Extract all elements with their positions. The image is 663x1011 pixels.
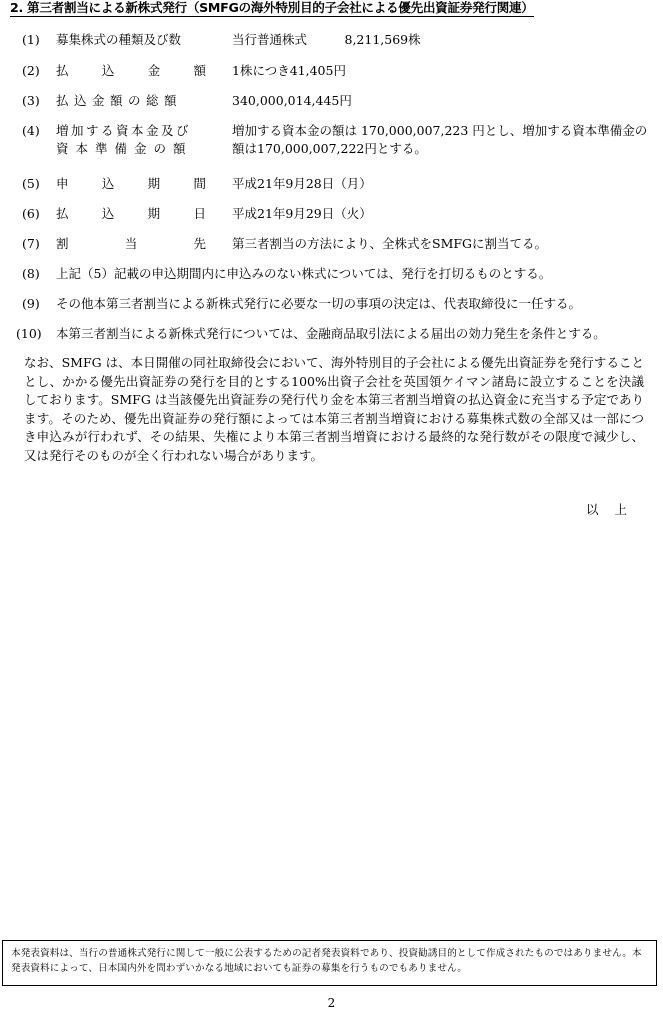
item-number: (1)	[22, 32, 40, 47]
item-number: (9)	[22, 296, 40, 311]
item-value: 340,000,014,445円	[232, 93, 352, 108]
section-heading: 2. 第三者割当による新株式発行（SMFGの海外特別目的子会社による優先出資証券発行関連）	[10, 0, 534, 15]
item-value: 第三者割当の方法により、全株式をSMFGに割当てる。	[232, 236, 548, 251]
item-number: (7)	[22, 236, 40, 251]
item-label: 払 込 期 日	[56, 206, 206, 221]
item-text: 上記（5）記載の申込期間内に申込みのない株式については、発行を打切るものとする。	[56, 266, 552, 281]
item-number: (5)	[22, 176, 40, 191]
item-number: (3)	[22, 93, 40, 108]
item-4	[0, 122, 663, 160]
item-label: 申 込 期 間	[56, 176, 206, 191]
item-number: (6)	[22, 206, 40, 221]
item-label-line2: 資本準備金の額	[56, 141, 193, 156]
note-paragraph: なお、SMFG は、本日開催の同社取締役会において、海外特別目的子会社による優先出資証券を発行することとし、かかる優先出資証券の発行を目的とする100%出資子会社を英国領ケイマン諸島に設立することを決議しております。SMFG は当該優先出資証券の発行代り金を本第三者割当増資の払込資金に充当する予定であります。そのため、優先出資証券の発行額によっては本第三者割当増資における募集株式数の全部又は一部につき申込みが行われず、その結果、失権により本第三者割当増資における最終的な発行数がその限度で減少し、又は発行そのものが全く行われない場合があります。	[24, 355, 644, 463]
item-value: 当行普通株式 8,211,569株	[232, 32, 421, 47]
page-number: 2	[327, 996, 336, 1010]
item-label: 募集株式の種類及び数	[56, 32, 182, 47]
item-value: 1株につき41,405円	[232, 63, 346, 78]
item-label: 払込金額の総額	[56, 93, 183, 108]
item-value: 平成21年9月29日（火）	[232, 206, 372, 221]
item-text: その他本第三者割当による新株式発行に必要な一切の事項の決定は、代表取締役に一任する。	[56, 296, 582, 311]
item-label: 払 込 金 額	[56, 63, 206, 78]
item-text: 本第三者割当による新株式発行については、金融商品取引法による届出の効力発生を条件とする。	[56, 326, 606, 341]
item-number: (10)	[16, 326, 42, 341]
item-value: 平成21年9月28日（月）	[232, 176, 372, 191]
item-label-line1: 増加する資本金及び	[56, 123, 192, 138]
item-number: (8)	[22, 266, 40, 281]
closing-mark: 以上	[586, 502, 644, 517]
item-number: (2)	[22, 63, 40, 78]
item-label: 割 当 先	[56, 236, 206, 251]
item-value: 増加する資本金の額は 170,000,007,223 円とし、増加する資本準備金の額は170,000,007,222円とする。	[232, 123, 648, 156]
item-number: (4)	[22, 123, 40, 138]
disclaimer-box: 本発表資料は、当行の普通株式発行に関して一般に公表するための記者発表資料であり、投資勧誘目的として作成されたものではありません。本発表資料によって、日本国内外を問わずいかなる地域においても証券の募集を行うものでもありません。	[2, 940, 657, 986]
